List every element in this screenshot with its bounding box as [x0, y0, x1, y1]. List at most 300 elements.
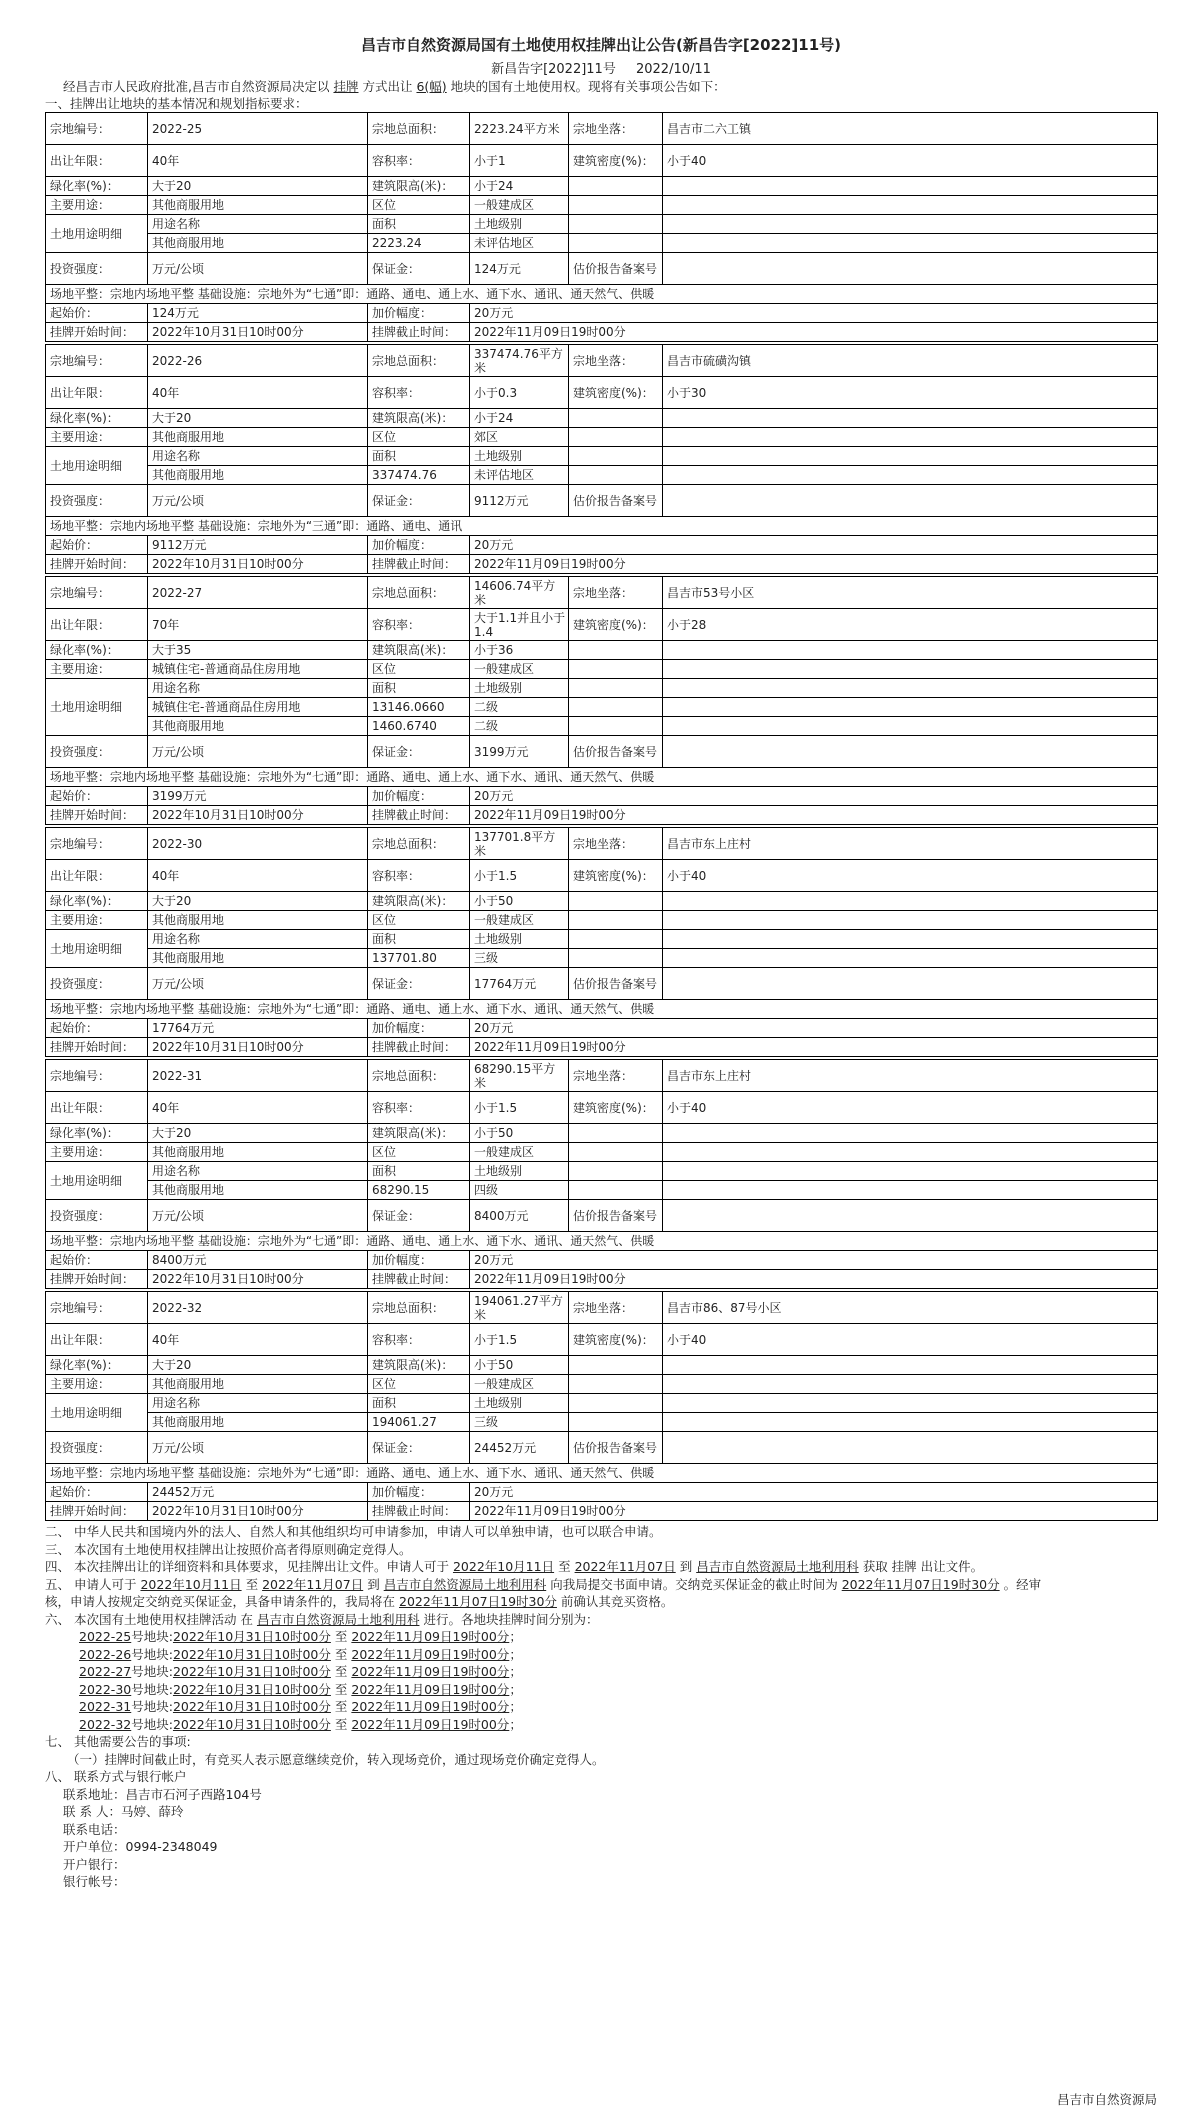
- empty-cell: [663, 641, 1158, 660]
- label-increment: 加价幅度：: [368, 536, 470, 555]
- label-location: 宗地坐落：: [569, 577, 663, 609]
- label-use-name: 用途名称: [148, 447, 368, 466]
- table-row: [46, 1324, 1158, 1356]
- notice-page: [45, 0, 1157, 1891]
- parcel-start-price: 24452万元: [148, 1483, 368, 1502]
- label-parcel-no: 宗地编号：: [46, 828, 148, 860]
- table-row: [46, 1162, 1158, 1181]
- label-deposit: 保证金：: [368, 736, 470, 768]
- label-term: 出让年限：: [46, 609, 148, 641]
- label-total-area: 宗地总面积：: [368, 577, 470, 609]
- parcel-height: 小于50: [470, 1124, 569, 1143]
- use-name: 其他商服用地: [148, 949, 368, 968]
- parcel-green: 大于20: [148, 177, 368, 196]
- parcel-term: 40年: [148, 145, 368, 177]
- use-area: 68290.15: [368, 1181, 470, 1200]
- empty-cell: [569, 1143, 663, 1162]
- label-listing-start: 挂牌开始时间：: [46, 1270, 148, 1289]
- use-grade: 未评估地区: [470, 466, 569, 485]
- schedule-start: 2022年10月31日10时00分: [172, 1664, 331, 1679]
- label-total-area: 宗地总面积：: [368, 345, 470, 377]
- label-increment: 加价幅度：: [368, 304, 470, 323]
- label-use-name: 用途名称: [148, 1394, 368, 1413]
- parcel-listing-end: 2022年11月09日19时00分: [470, 806, 1158, 825]
- label-invest: 投资强度：: [46, 968, 148, 1000]
- label-start-price: 起始价：: [46, 1019, 148, 1038]
- parcel-deposit: 124万元: [470, 253, 569, 285]
- use-grade: 二级: [470, 698, 569, 717]
- parcel-height: 小于50: [470, 1356, 569, 1375]
- schedule-start: 2022年10月31日10时00分: [172, 1646, 331, 1662]
- label-deposit: 保证金：: [368, 1432, 470, 1464]
- parcel-main-use: 其他商服用地: [148, 196, 368, 215]
- parcel-start-price: 17764万元: [148, 1019, 368, 1038]
- empty-cell: [663, 949, 1158, 968]
- page-title: 昌吉市自然资源局国有土地使用权挂牌出让公告(新昌告字[2022]11号): [360, 36, 842, 54]
- use-name: 其他商服用地: [148, 234, 368, 253]
- label-appraisal: 估价报告备案号: [569, 485, 663, 517]
- site-infrastructure: 场地平整：宗地内场地平整 基础设施：宗地外为“三通”即：通路、通电、通讯: [46, 517, 1158, 536]
- empty-cell: [569, 698, 663, 717]
- parcel-far: 大于1.1并且小于1.4: [470, 609, 569, 641]
- label-deposit: 保证金：: [368, 253, 470, 285]
- label-listing-end: 挂牌截止时间：: [368, 555, 470, 574]
- table-row: [46, 196, 1158, 215]
- parcel-green: 大于20: [148, 409, 368, 428]
- use-name: 其他商服用地: [148, 1413, 368, 1432]
- empty-cell: [663, 1375, 1158, 1394]
- empty-cell: [569, 177, 663, 196]
- label-deposit: 保证金：: [368, 485, 470, 517]
- site-infrastructure: 场地平整：宗地内场地平整 基础设施：宗地外为“七通”即：通路、通电、通上水、通下水、通讯、通天然气、供暖: [46, 1464, 1158, 1483]
- parcel-table: [45, 827, 1158, 1057]
- label-land-grade: 土地级别: [470, 447, 569, 466]
- table-row: [46, 177, 1158, 196]
- label-start-price: 起始价：: [46, 536, 148, 555]
- section1-heading: 一、挂牌出让地块的基本情况和规划指标要求：: [45, 96, 308, 111]
- label-area: 面积: [368, 930, 470, 949]
- note-7-1: （一）挂牌时间截止时，有竞买人表示愿意继续竞价，转入现场竞价，通过现场竞价确定竞得人。: [67, 1751, 605, 1767]
- parcel-term: 70年: [148, 609, 368, 641]
- schedule-end: 2022年11月09日19时00分: [351, 1716, 510, 1732]
- parcel-start-price: 8400万元: [148, 1251, 368, 1270]
- empty-cell: [569, 466, 663, 485]
- label-height: 建筑限高(米)：: [368, 1124, 470, 1143]
- site-infrastructure: 场地平整：宗地内场地平整 基础设施：宗地外为“七通”即：通路、通电、通上水、通下水、通讯、通天然气、供暖: [46, 285, 1158, 304]
- label-term: 出让年限：: [46, 860, 148, 892]
- table-row: [46, 555, 1158, 574]
- label-district: 区位: [368, 1143, 470, 1162]
- parcel-total-area: 137701.8平方米: [470, 828, 569, 860]
- parcel-table: [45, 1059, 1158, 1289]
- use-grade: 三级: [470, 1413, 569, 1432]
- parcel-listing-end: 2022年11月09日19时00分: [470, 323, 1158, 342]
- empty-cell: [663, 911, 1158, 930]
- label-listing-start: 挂牌开始时间：: [46, 1502, 148, 1521]
- table-row: [46, 377, 1158, 409]
- label-density: 建筑密度(%)：: [569, 145, 663, 177]
- label-location: 宗地坐落：: [569, 1292, 663, 1324]
- invest-unit: 万元/公顷: [148, 1200, 368, 1232]
- empty-cell: [663, 466, 1158, 485]
- parcel-term: 40年: [148, 860, 368, 892]
- note-4: 四、 本次挂牌出让的详细资料和具体要求，见挂牌出让文件。申请人可于 2022年10月11日 至 2022年11月07日 到 昌吉市自然资源局土地利用科 获取 挂牌 出让文件。: [45, 1559, 984, 1574]
- label-appraisal: 估价报告备案号: [569, 253, 663, 285]
- label-far: 容积率：: [368, 377, 470, 409]
- label-use-detail: 土地用途明细: [46, 447, 148, 485]
- table-row: [46, 447, 1158, 466]
- schedule-code: 2022-32: [79, 1716, 132, 1732]
- empty-cell: [663, 660, 1158, 679]
- label-listing-start: 挂牌开始时间：: [46, 555, 148, 574]
- parcel-location: 昌吉市东上庄村: [663, 1060, 1158, 1092]
- label-invest: 投资强度：: [46, 736, 148, 768]
- parcel-height: 小于24: [470, 177, 569, 196]
- parcel-id: 2022-27: [148, 577, 368, 609]
- note-7: 七、 其他需要公告的事项:: [45, 1734, 191, 1749]
- schedule-item: 2022-26号地块:2022年10月31日10时00分 至 2022年11月09日19时00分；: [79, 1646, 522, 1662]
- empty-cell: [569, 1181, 663, 1200]
- appraisal-no: [663, 485, 1158, 517]
- label-green: 绿化率(%)：: [46, 1124, 148, 1143]
- invest-unit: 万元/公顷: [148, 736, 368, 768]
- intro: [45, 78, 1157, 95]
- schedule-end: 2022年11月09日19时00分: [351, 1664, 510, 1679]
- label-total-area: 宗地总面积：: [368, 828, 470, 860]
- parcel-deposit: 17764万元: [470, 968, 569, 1000]
- label-listing-end: 挂牌截止时间：: [368, 1502, 470, 1521]
- table-row: [46, 1251, 1158, 1270]
- label-density: 建筑密度(%)：: [569, 860, 663, 892]
- invest-unit: 万元/公顷: [148, 968, 368, 1000]
- empty-cell: [663, 1394, 1158, 1413]
- label-term: 出让年限：: [46, 145, 148, 177]
- table-row: [46, 1092, 1158, 1124]
- table-row: [46, 1292, 1158, 1324]
- empty-cell: [663, 196, 1158, 215]
- empty-cell: [569, 660, 663, 679]
- note-6: 六、 本次国有土地使用权挂牌活动 在 昌吉市自然资源局土地利用科 进行。各地块挂牌时间分别为：: [45, 1611, 599, 1627]
- parcel-listing-start: 2022年10月31日10时00分: [148, 1038, 368, 1057]
- office-link[interactable]: 昌吉市自然资源局土地利用科: [696, 1559, 859, 1574]
- label-district: 区位: [368, 911, 470, 930]
- empty-cell: [569, 428, 663, 447]
- empty-cell: [569, 215, 663, 234]
- parcel-table: [45, 576, 1158, 825]
- parcel-density: 小于40: [663, 1092, 1158, 1124]
- table-row: [46, 1413, 1158, 1432]
- label-appraisal: 估价报告备案号: [569, 1432, 663, 1464]
- parcel-increment: 20万元: [470, 536, 1158, 555]
- label-density: 建筑密度(%)：: [569, 1092, 663, 1124]
- label-density: 建筑密度(%)：: [569, 1324, 663, 1356]
- label-listing-start: 挂牌开始时间：: [46, 323, 148, 342]
- use-area: 1460.6740: [368, 717, 470, 736]
- table-row: [46, 345, 1158, 377]
- empty-cell: [569, 717, 663, 736]
- label-listing-start: 挂牌开始时间：: [46, 806, 148, 825]
- parcel-main-use: 其他商服用地: [148, 428, 368, 447]
- table-row: [46, 806, 1158, 825]
- empty-cell: [569, 1356, 663, 1375]
- label-area: 面积: [368, 679, 470, 698]
- appraisal-no: [663, 736, 1158, 768]
- label-land-grade: 土地级别: [470, 930, 569, 949]
- table-row: [46, 698, 1158, 717]
- parcel-listing-end: 2022年11月09日19时00分: [470, 555, 1158, 574]
- parcel-district: 一般建成区: [470, 660, 569, 679]
- table-row: [46, 1483, 1158, 1502]
- label-height: 建筑限高(米)：: [368, 409, 470, 428]
- label-start-price: 起始价：: [46, 1251, 148, 1270]
- label-parcel-no: 宗地编号：: [46, 113, 148, 145]
- label-deposit: 保证金：: [368, 1200, 470, 1232]
- label-land-grade: 土地级别: [470, 1394, 569, 1413]
- parcel-term: 40年: [148, 377, 368, 409]
- use-name: 其他商服用地: [148, 1181, 368, 1200]
- label-height: 建筑限高(米)：: [368, 892, 470, 911]
- office-link[interactable]: 昌吉市自然资源局土地利用科: [383, 1576, 547, 1592]
- label-green: 绿化率(%)：: [46, 177, 148, 196]
- contact-person: 联 系 人：马婷、薛玲: [63, 1804, 184, 1819]
- method-link[interactable]: 挂牌: [333, 79, 359, 94]
- table-row: [46, 609, 1158, 641]
- schedule-end: 2022年11月09日19时00分: [351, 1629, 510, 1644]
- label-appraisal: 估价报告备案号: [569, 1200, 663, 1232]
- table-row: [46, 1200, 1158, 1232]
- parcel-table: [45, 344, 1158, 574]
- label-use-detail: 土地用途明细: [46, 1394, 148, 1432]
- empty-cell: [569, 196, 663, 215]
- schedule-item: 2022-31号地块:2022年10月31日10时00分 至 2022年11月09日19时00分；: [79, 1699, 522, 1714]
- intro-paragraph: 经昌吉市人民政府批准,昌吉市自然资源局决定以 挂牌 方式出让 6(幅) 地块的国有土地使用权。现将有关事项公告如下：: [63, 79, 726, 94]
- parcel-listing-end: 2022年11月09日19时00分: [470, 1502, 1158, 1521]
- empty-cell: [663, 698, 1158, 717]
- table-row: [46, 641, 1158, 660]
- parcel-increment: 20万元: [470, 304, 1158, 323]
- schedule-start: 2022年10月31日10时00分: [172, 1716, 331, 1732]
- label-use-name: 用途名称: [148, 930, 368, 949]
- table-row: [46, 892, 1158, 911]
- empty-cell: [569, 1124, 663, 1143]
- label-listing-end: 挂牌截止时间：: [368, 806, 470, 825]
- parcel-far: 小于0.3: [470, 377, 569, 409]
- empty-cell: [663, 428, 1158, 447]
- schedule-code: 2022-31: [79, 1699, 132, 1714]
- label-location: 宗地坐落：: [569, 345, 663, 377]
- label-use-name: 用途名称: [148, 1162, 368, 1181]
- empty-cell: [569, 234, 663, 253]
- label-increment: 加价幅度：: [368, 1483, 470, 1502]
- label-increment: 加价幅度：: [368, 1251, 470, 1270]
- parcel-id: 2022-32: [148, 1292, 368, 1324]
- label-increment: 加价幅度：: [368, 787, 470, 806]
- table-row: [46, 1019, 1158, 1038]
- empty-cell: [663, 1413, 1158, 1432]
- empty-cell: [569, 641, 663, 660]
- label-total-area: 宗地总面积：: [368, 113, 470, 145]
- invest-unit: 万元/公顷: [148, 253, 368, 285]
- parcel-term: 40年: [148, 1092, 368, 1124]
- parcel-location: 昌吉市二六工镇: [663, 113, 1158, 145]
- parcel-deposit: 8400万元: [470, 1200, 569, 1232]
- contact-phone: 联系电话：: [63, 1821, 126, 1837]
- label-parcel-no: 宗地编号：: [46, 345, 148, 377]
- label-use-detail: 土地用途明细: [46, 1162, 148, 1200]
- site-infrastructure: 场地平整：宗地内场地平整 基础设施：宗地外为“七通”即：通路、通电、通上水、通下水、通讯、通天然气、供暖: [46, 1232, 1158, 1251]
- label-green: 绿化率(%)：: [46, 641, 148, 660]
- label-listing-end: 挂牌截止时间：: [368, 1270, 470, 1289]
- label-invest: 投资强度：: [46, 1432, 148, 1464]
- parcel-density: 小于40: [663, 145, 1158, 177]
- schedule-end: 2022年11月09日19时00分: [351, 1699, 510, 1714]
- label-area: 面积: [368, 447, 470, 466]
- parcel-term: 40年: [148, 1324, 368, 1356]
- empty-cell: [569, 1413, 663, 1432]
- label-land-grade: 土地级别: [470, 1162, 569, 1181]
- empty-cell: [569, 679, 663, 698]
- use-grade: 三级: [470, 949, 569, 968]
- label-area: 面积: [368, 1394, 470, 1413]
- parcel-height: 小于36: [470, 641, 569, 660]
- table-row: [46, 1038, 1158, 1057]
- schedule-item: 2022-27号地块:2022年10月31日10时00分 至 2022年11月09日19时00分；: [79, 1664, 522, 1679]
- label-density: 建筑密度(%)：: [569, 609, 663, 641]
- parcel-start-price: 124万元: [148, 304, 368, 323]
- parcel-start-price: 3199万元: [148, 787, 368, 806]
- empty-cell: [569, 1394, 663, 1413]
- parcel-increment: 20万元: [470, 1019, 1158, 1038]
- doc-meta: [45, 61, 1157, 78]
- note-2: 二、 中华人民共和国境内外的法人、自然人和其他组织均可申请参加，申请人可以单独申请，也可以联合申请。: [45, 1524, 662, 1539]
- use-name: 其他商服用地: [148, 717, 368, 736]
- label-start-price: 起始价：: [46, 787, 148, 806]
- appraisal-no: [663, 1200, 1158, 1232]
- table-row: [46, 304, 1158, 323]
- table-row: [46, 428, 1158, 447]
- table-row: [46, 1356, 1158, 1375]
- label-location: 宗地坐落：: [569, 828, 663, 860]
- label-appraisal: 估价报告备案号: [569, 736, 663, 768]
- empty-cell: [663, 717, 1158, 736]
- label-main-use: 主要用途：: [46, 196, 148, 215]
- parcel-main-use: 其他商服用地: [148, 911, 368, 930]
- table-row: [46, 253, 1158, 285]
- parcel-far: 小于1: [470, 145, 569, 177]
- parcel-start-price: 9112万元: [148, 536, 368, 555]
- label-height: 建筑限高(米)：: [368, 641, 470, 660]
- label-height: 建筑限高(米)：: [368, 177, 470, 196]
- parcel-main-use: 城镇住宅-普通商品住房用地: [148, 660, 368, 679]
- use-area: 137701.80: [368, 949, 470, 968]
- empty-cell: [569, 892, 663, 911]
- parcel-green: 大于20: [148, 1356, 368, 1375]
- schedule-item: 2022-30号地块:2022年10月31日10时00分 至 2022年11月09日19时00分；: [79, 1681, 522, 1697]
- table-row: [46, 930, 1158, 949]
- table-row: [46, 517, 1158, 536]
- label-parcel-no: 宗地编号：: [46, 1292, 148, 1324]
- label-use-detail: 土地用途明细: [46, 930, 148, 968]
- label-use-detail: 土地用途明细: [46, 679, 148, 736]
- schedule-end: 2022年11月09日19时00分: [351, 1681, 510, 1697]
- parcel-table: [45, 112, 1158, 342]
- schedule-item: 2022-25号地块:2022年10月31日10时00分 至 2022年11月09日19时00分；: [79, 1629, 522, 1644]
- label-term: 出让年限：: [46, 1092, 148, 1124]
- parcel-district: 郊区: [470, 428, 569, 447]
- table-row: [46, 717, 1158, 736]
- parcel-district: 一般建成区: [470, 911, 569, 930]
- label-parcel-no: 宗地编号：: [46, 577, 148, 609]
- label-use-detail: 土地用途明细: [46, 215, 148, 253]
- site-infrastructure: 场地平整：宗地内场地平整 基础设施：宗地外为“七通”即：通路、通电、通上水、通下水、通讯、通天然气、供暖: [46, 1000, 1158, 1019]
- empty-cell: [569, 949, 663, 968]
- doc-date: 2022/10/11: [635, 62, 711, 77]
- parcel-location: 昌吉市东上庄村: [663, 828, 1158, 860]
- label-listing-start: 挂牌开始时间：: [46, 1038, 148, 1057]
- empty-cell: [663, 1162, 1158, 1181]
- empty-cell: [663, 1124, 1158, 1143]
- parcel-density: 小于40: [663, 860, 1158, 892]
- parcel-density: 小于28: [663, 609, 1158, 641]
- table-row: [46, 323, 1158, 342]
- parcel-far: 小于1.5: [470, 1324, 569, 1356]
- use-area: 337474.76: [368, 466, 470, 485]
- label-far: 容积率：: [368, 145, 470, 177]
- account-unit: 开户单位：0994-2348049: [63, 1839, 218, 1854]
- label-deposit: 保证金：: [368, 968, 470, 1000]
- label-district: 区位: [368, 660, 470, 679]
- label-area: 面积: [368, 1162, 470, 1181]
- parcel-total-area: 68290.15平方米: [470, 1060, 569, 1092]
- schedule-start: 2022年10月31日10时00分: [172, 1699, 331, 1714]
- parcel-id: 2022-26: [148, 345, 368, 377]
- table-row: [46, 113, 1158, 145]
- label-invest: 投资强度：: [46, 485, 148, 517]
- empty-cell: [663, 215, 1158, 234]
- table-row: [46, 1464, 1158, 1483]
- label-main-use: 主要用途：: [46, 428, 148, 447]
- label-main-use: 主要用途：: [46, 1143, 148, 1162]
- table-row: [46, 1432, 1158, 1464]
- use-grade: 四级: [470, 1181, 569, 1200]
- table-row: [46, 1232, 1158, 1251]
- parcel-table: [45, 1291, 1158, 1521]
- parcel-location: 昌吉市53号小区: [663, 577, 1158, 609]
- parcel-green: 大于35: [148, 641, 368, 660]
- account-number: 银行帐号：: [63, 1874, 126, 1889]
- parcel-district: 一般建成区: [470, 1143, 569, 1162]
- schedule-code: 2022-26: [79, 1646, 132, 1662]
- empty-cell: [663, 409, 1158, 428]
- parcel-listing-start: 2022年10月31日10时00分: [148, 1270, 368, 1289]
- parcel-tables: [45, 112, 1157, 1521]
- label-main-use: 主要用途：: [46, 660, 148, 679]
- office-link[interactable]: 昌吉市自然资源局土地利用科: [256, 1611, 420, 1627]
- empty-cell: [569, 409, 663, 428]
- empty-cell: [663, 234, 1158, 253]
- table-row: [46, 1000, 1158, 1019]
- table-row: [46, 736, 1158, 768]
- parcel-listing-end: 2022年11月09日19时00分: [470, 1038, 1158, 1057]
- label-district: 区位: [368, 1375, 470, 1394]
- empty-cell: [663, 679, 1158, 698]
- label-total-area: 宗地总面积：: [368, 1292, 470, 1324]
- table-row: [46, 968, 1158, 1000]
- table-row: [46, 1375, 1158, 1394]
- label-green: 绿化率(%)：: [46, 409, 148, 428]
- table-row: [46, 1394, 1158, 1413]
- label-main-use: 主要用途：: [46, 1375, 148, 1394]
